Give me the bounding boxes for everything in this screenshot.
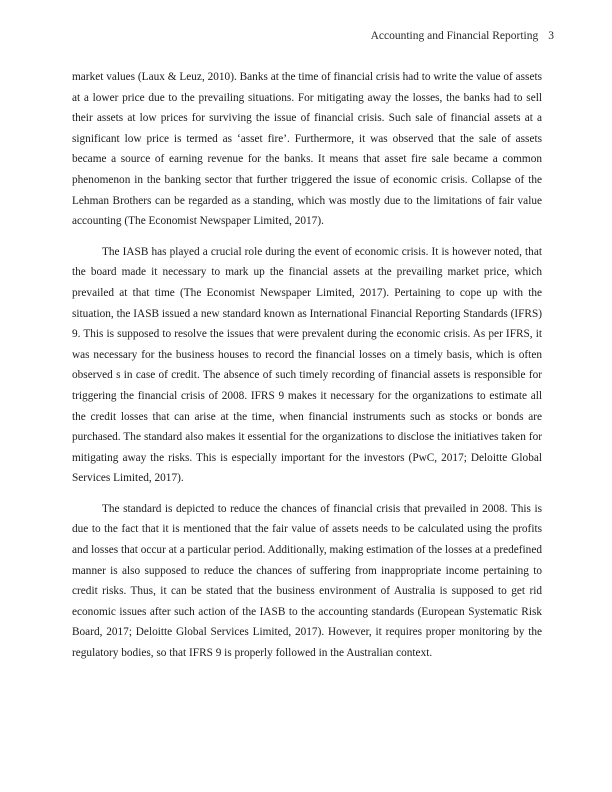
- body-text: [72, 67, 542, 674]
- page-header: [371, 28, 554, 44]
- paragraph-continued: market values (Laux & Leuz, 2010). Banks at the time of financial crisis had to write the value of assets at a lower price due to the prevailing situations. For mitigating away the losses, the banks had to sell their assets at low prices for surviving the issue of financial crisis. Such sale of financial assets at a significant low price is termed as ‘asset fire’. Furthermore, it was observed that the sale of assets became a source of earning revenue for the banks. It means that asset fire sale became a common phenomenon in the banking sector that further triggered the issue of economic crisis. Collapse of the Lehman Brothers can be regarded as a standing, which was mostly due to the limitations of fair value accounting (The Economist Newspaper Limited, 2017).: [72, 71, 542, 228]
- page-number: 3: [548, 30, 554, 42]
- paragraph-iasb-role: The IASB has played a crucial role during the event of economic crisis. It is however noted, that the board made it necessary to mark up the financial assets at the prevailing market price, which prevailed at that time (The Economist Newspaper Limited, 2017). Pertaining to cope up with the situation, the IASB issued a new standard known as International Financial Reporting Standards (IFRS) 9. This is supposed to resolve the issues that were prevalent during the economic crisis. As per IFRS, it was necessary for the business houses to record the financial losses on a timely basis, which is often observed s in case of credit. The absence of such timely recording of financial assets is responsible for triggering the financial crisis of 2008. IFRS 9 makes it necessary for the organizations to estimate all the credit losses that can arise at the time, when financial instruments such as stocks or bonds are purchased. The standard also makes it essential for the organizations to disclose the initiatives taken for mitigating away the risks. This is especially important for the investors (PwC, 2017; Deloitte Global Services Limited, 2017).: [72, 245, 542, 485]
- paragraph-standard-impact: The standard is depicted to reduce the chances of financial crisis that prevailed in 2008. This is due to the fact that it is mentioned that the fair value of assets needs to be calculated using the profits and losses that occur at a particular period. Additionally, making estimation of the losses at a predefined manner is also supposed to reduce the chances of suffering from inappropriate income pertaining to credit risks. Thus, it can be stated that the business environment of Australia is supposed to get rid economic issues after such action of the IASB to the accounting standards (European Systematic Risk Board, 2017; Deloitte Global Services Limited, 2017). However, it requires proper monitoring by the regulatory bodies, so that IFRS 9 is properly followed in the Australian context.: [72, 502, 542, 660]
- running-title: Accounting and Financial Reporting: [370, 30, 539, 42]
